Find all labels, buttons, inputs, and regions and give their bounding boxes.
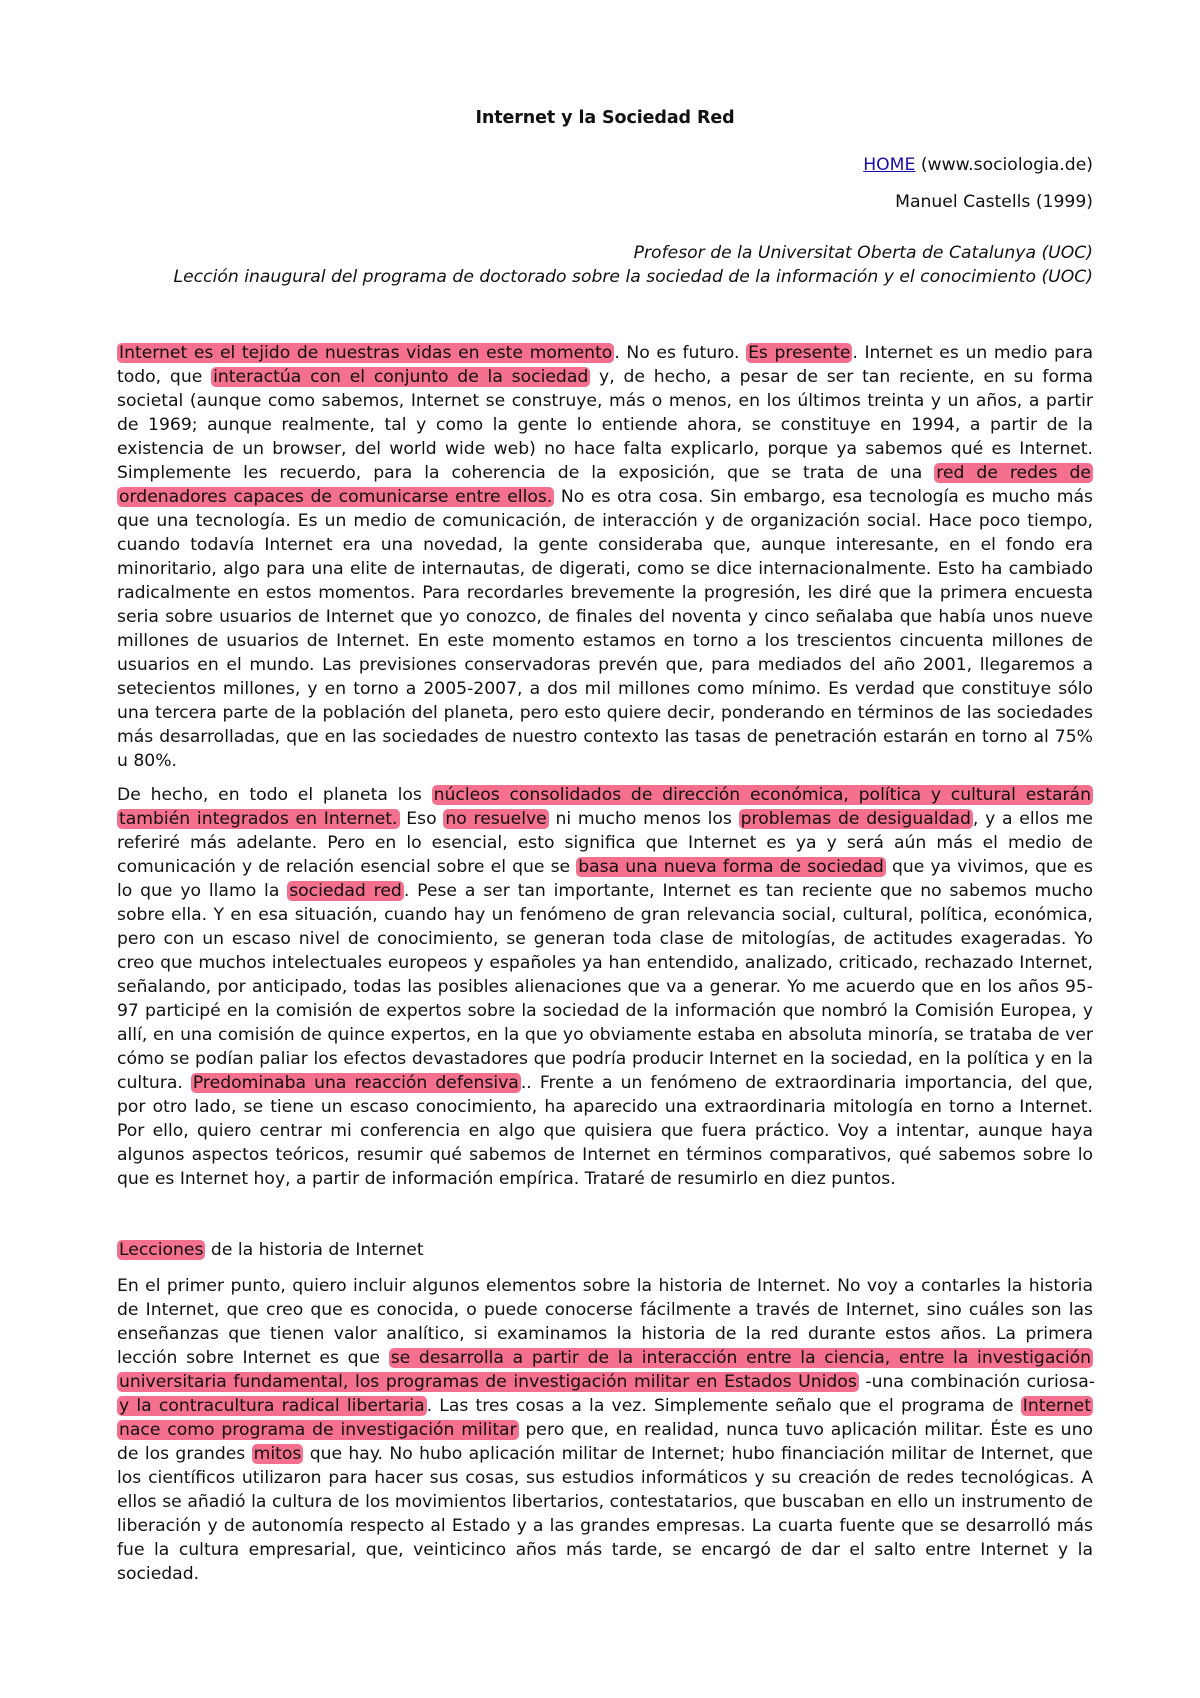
highlighted-text: problemas de desigualdad [740,809,971,829]
lesson-subtitle: Lección inaugural del programa de doctorado sobre la sociedad de la información y el conocimiento (UOC) [173,267,1093,287]
home-link[interactable]: HOME [863,155,916,175]
highlighted-text: Lecciones [119,1240,204,1260]
highlighted-text: se desarrolla a partir de la interacción entre la ciencia, entre la investigación universitaria fundamental, los programas de investigación militar en Estados Unidos [119,1348,1092,1392]
highlighted-text: Internet nace como programa de investigación militar [119,1396,1091,1440]
text-run: ni mucho menos los [548,809,739,829]
section-heading [117,1238,1093,1262]
text-run: . Pese a ser tan importante, Internet es tan reciente que no sabemos mucho sobre ella. Y en esa situación, cuando hay un fenómeno de gran relevancia social, cultural, política, económica, pero con un escaso nivel de conocimiento, se generan toda clase de mitologías, de actitudes exageradas. Yo creo que muchos intelectuales europeos y españoles ya han entendido, analizado, criticado, rechazado Internet, señalando, por anticipado, todas las posibles alienaciones que va a generar. Yo me acuerdo que en los años 95-97 participé en la comisión de expertos sobre la sociedad de la información que nombró la Comisión Europea, y allí, en una comisión de quince expertos, en la que yo obviamente estaba en absoluta minoría, se trataba de ver cómo se podían paliar los efectos devastadores que podría producir Internet en la sociedad, en la política y en la cultura. [117,881,1093,1093]
text-run: que ya vivimos, que es lo que yo llamo la [117,857,1094,901]
text-run: De hecho, en todo el planeta los [117,785,432,805]
document-title: Internet y la Sociedad Red [475,108,735,128]
document-page [117,106,1093,1586]
text-run: .. Frente a un fenómeno de extraordinaria importancia, del que, por otro lado, se tiene un escaso conocimiento, ha aparecido una extraordinaria mitología en torno a Internet. Por ello, quiero centrar mi conferencia en algo que quisiera que fuera práctico. Voy a intentar, aunque haya algunos aspectos teóricos, resumir qué sabemos de Internet en términos comparativos, qué sabemos sobre lo que es Internet hoy, a partir de información empírica. Trataré de resumirlo en diez puntos. [117,1073,1093,1189]
body-paragraph-2 [117,783,1093,1191]
text-run: que hay. No hubo aplicación militar de Internet; hubo financiación militar de Internet, que los científicos utilizaron para hacer sus cosas, sus estudios informáticos y su creación de redes tecnológicas. A ellos se añadió la cultura de los movimientos libertarios, contestatarios, que buscaban en ello un instrumento de liberación y de autonomía respecto al Estado y a las grandes empresas. La cuarta fuente que se desarrolló más fue la cultura empresarial, que, veinticinco años más tarde, se encargó de dar el salto entre Internet y la sociedad. [117,1444,1093,1584]
text-run: -una combinación curiosa- [858,1372,1095,1392]
text-run: . No es futuro. [614,343,747,363]
text-run: En el primer punto, quiero incluir algunos elementos sobre la historia de Internet. No voy a contarles la historia de Internet, que creo que es conocida, o puede conocerse fácilmente a través de Internet, sino cuáles son las enseñanzas que tienen valor analítico, si examinamos la historia de la red durante estos años. La primera lección sobre Internet es que [117,1276,1093,1368]
text-run: Eso [399,809,444,829]
highlighted-text: núcleos consolidados de dirección económica, política y cultural estarán también integrados en Internet. [119,785,1091,829]
highlighted-text: basa una nueva forma de sociedad [578,857,884,877]
text-run: . Las tres cosas a la vez. Simplemente señalo que el programa de [426,1396,1021,1416]
text-run: , y a ellos me referiré más adelante. Pero en lo esencial, esto significa que Internet es ya y será aún más el medio de comunicación y de relación esencial sobre el que se [117,809,1093,877]
home-line [117,153,1093,177]
text-run: pero que, en realidad, nunca tuvo aplicación militar. Éste es uno de los grandes [117,1420,1093,1464]
highlighted-text: sociedad red [289,881,402,901]
home-site-text: (www.sociologia.de) [915,155,1093,175]
body-paragraph-1 [117,341,1093,773]
highlighted-text: y la contracultura radical libertaria [119,1396,425,1416]
highlighted-text: interactúa con el conjunto de la sociedad [213,367,589,387]
highlighted-text: red de redes de ordenadores capaces de comunicarse entre ellos. [119,463,1092,507]
text-run: de la historia de Internet [205,1240,424,1260]
highlighted-text: Es presente [748,343,851,363]
author-line: Manuel Castells (1999) [895,192,1093,212]
highlighted-text: Predominaba una reacción defensiva [192,1073,519,1093]
highlighted-text: Internet es el tejido de nuestras vidas en este momento [119,343,613,363]
text-run: . Internet es un medio para todo, que [117,343,1093,387]
highlighted-text: no resuelve [445,809,547,829]
text-run: y, de hecho, a pesar de ser tan reciente, en su forma societal (aunque como sabemos, Internet se construye, más o menos, en los últimos treinta y un años, a partir de 1969; aunque realmente, tal y como la gente lo entiende ahora, se constituye en 1994, a partir de la existencia de un browser, del world wide web) no hace falta explicarlo, porque ya sabemos qué es Internet. Simplemente les recuerdo, para la coherencia de la exposición, que se trata de una [117,367,1093,483]
text-run: No es otra cosa. Sin embargo, esa tecnología es mucho más que una tecnología. Es un medio de comunicación, de interacción y de organización social. Hace poco tiempo, cuando todavía Internet era una novedad, la gente consideraba que, aunque interesante, en el fondo era minoritario, algo para una elite de internautas, de digerati, como se dice internacionalmente. Esto ha cambiado radicalmente en estos momentos. Para recordarles brevemente la progresión, les diré que la primera encuesta seria sobre usuarios de Internet que yo conozco, de finales del noventa y cinco señalaba que había unos nueve millones de usuarios de Internet. En este momento estamos en torno a los trescientos cincuenta millones de usuarios en el mundo. Las previsiones conservadoras prevén que, para mediados del año 2001, llegaremos a setecientos millones, y en torno a 2005-2007, a dos mil millones como mínimo. Es verdad que constituye sólo una tercera parte de la población del planeta, pero esto quiere decir, ponderando en términos de las sociedades más desarrolladas, que en las sociedades de nuestro contexto las tasas de penetración estarán en torno al 75% u 80%. [117,487,1093,771]
author-affiliation: Profesor de la Universitat Oberta de Catalunya (UOC) [633,243,1093,263]
highlighted-text: mitos [253,1444,302,1464]
section-paragraph [117,1274,1093,1586]
